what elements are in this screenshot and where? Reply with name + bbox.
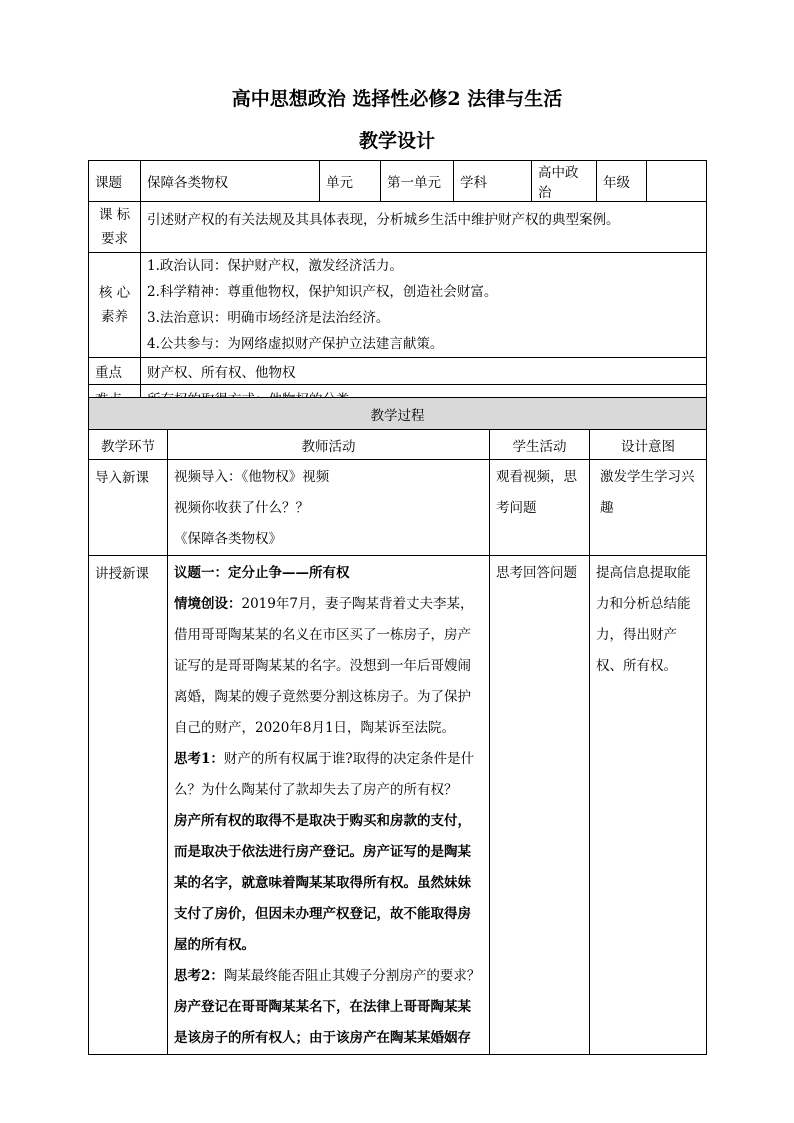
standard-label-line1: 课 标 xyxy=(98,207,131,223)
question-1-label: 思考1： xyxy=(174,751,224,767)
subject-value: 高中政治 xyxy=(532,161,597,202)
student-lesson: 思考回答问题 xyxy=(490,556,590,1055)
col-student: 学生活动 xyxy=(490,430,590,460)
teacher-intro xyxy=(168,460,490,556)
info-row-standard xyxy=(89,202,707,253)
core-value xyxy=(141,253,707,358)
answer-1: 房产所有权的取得不是取决于购买和房款的支付，而是取决于依法进行房产登记。房产证写的是陶某某的名字，就意味着陶某某取得所有权。虽然妹妹支付了房价，但因未办理产权登记，故不能取得房屋的所有权。 xyxy=(174,813,471,953)
subject-label: 学科 xyxy=(454,161,532,202)
info-row-topic xyxy=(89,161,707,202)
process-header: 教学过程 xyxy=(89,398,707,430)
standard-label xyxy=(89,202,141,253)
core-label-line2: 素养 xyxy=(101,309,128,325)
info-table xyxy=(88,160,707,412)
intent-intro: 激发学生学习兴趣 xyxy=(590,460,707,556)
scene-paragraph xyxy=(174,589,483,744)
topic-value: 保障各类物权 xyxy=(141,161,320,202)
unit-label: 单元 xyxy=(320,161,381,202)
core-label xyxy=(89,253,141,358)
question-2-label: 思考2： xyxy=(174,968,224,984)
process-column-row xyxy=(89,430,707,460)
question-1 xyxy=(174,744,483,806)
core-item: 2.科学精神：尊重他物权，保护知识产权，创造社会财富。 xyxy=(147,284,498,300)
standard-value: 引述财产权的有关法规及其具体表现，分析城乡生活中维护财产权的典型案例。 xyxy=(141,202,707,253)
core-item: 3.法治意识：明确市场经济是法治经济。 xyxy=(147,310,390,326)
core-item: 1.政治认同：保护财产权，激发经济活力。 xyxy=(147,258,403,274)
scene-label: 情境创设： xyxy=(174,596,242,612)
info-row-core xyxy=(89,253,707,358)
document-subtitle: 教学设计 xyxy=(358,130,435,152)
info-row-key xyxy=(89,358,707,385)
teacher-line: 视频你收获了什么？？ xyxy=(174,500,309,516)
topic-label: 课题 xyxy=(89,161,141,202)
grade-value xyxy=(647,161,707,202)
core-item: 4.公共参与：为网络虚拟财产保护立法建言献策。 xyxy=(147,336,444,352)
answer-2: 房产登记在哥哥陶某某名下，在法律上哥哥陶某某是该房子的所有权人；由于该房产在陶某某婚姻存 xyxy=(174,999,471,1046)
student-intro: 观看视频，思考问题 xyxy=(490,460,590,556)
stage-lesson: 讲授新课 xyxy=(89,556,168,1055)
teacher-lesson xyxy=(168,556,490,1055)
document-title: 高中思想政治 选择性必修2 法律与生活 xyxy=(231,88,563,110)
grade-label: 年级 xyxy=(597,161,647,202)
key-label: 重点 xyxy=(89,358,141,385)
process-table xyxy=(88,397,707,1055)
col-teacher: 教师活动 xyxy=(168,430,490,460)
key-value: 财产权、所有权、他物权 xyxy=(141,358,707,385)
question-2-text: 陶某最终能否阻止其嫂子分割房产的要求？ xyxy=(223,968,481,984)
standard-label-line2: 要求 xyxy=(101,231,128,247)
question-1-text: 财产的所有权属于谁?取得的决定条件是什么？为什么陶某付了款却失去了房产的所有权？ xyxy=(174,751,475,798)
scene-text: 2019年7月，妻子陶某背着丈夫李某，借用哥哥陶某某的名义在市区买了一栋房子，房产证写的是哥哥陶某某的名字。没想到一年后哥嫂闹离婚，陶某的嫂子竟然要分割这栋房子。为了保护自己的财产，2020年8月1日，陶某诉至法院。 xyxy=(174,596,474,736)
process-row-intro xyxy=(89,460,707,556)
process-header-row xyxy=(89,398,707,430)
question-2 xyxy=(174,961,483,992)
stage-intro: 导入新课 xyxy=(89,460,168,556)
intent-lesson: 提高信息提取能力和分析总结能力，得出财产权、所有权。 xyxy=(590,556,707,1055)
teacher-line: 《保障各类物权》 xyxy=(174,531,282,547)
core-label-line1: 核 心 xyxy=(98,285,131,301)
process-row-lesson xyxy=(89,556,707,1055)
col-intent: 设计意图 xyxy=(590,430,707,460)
teacher-line: 视频导入：《他物权》视频 xyxy=(174,469,330,485)
col-stage: 教学环节 xyxy=(89,430,168,460)
unit-value: 第一单元 xyxy=(381,161,454,202)
topic-heading: 议题一：定分止争——所有权 xyxy=(174,565,350,581)
